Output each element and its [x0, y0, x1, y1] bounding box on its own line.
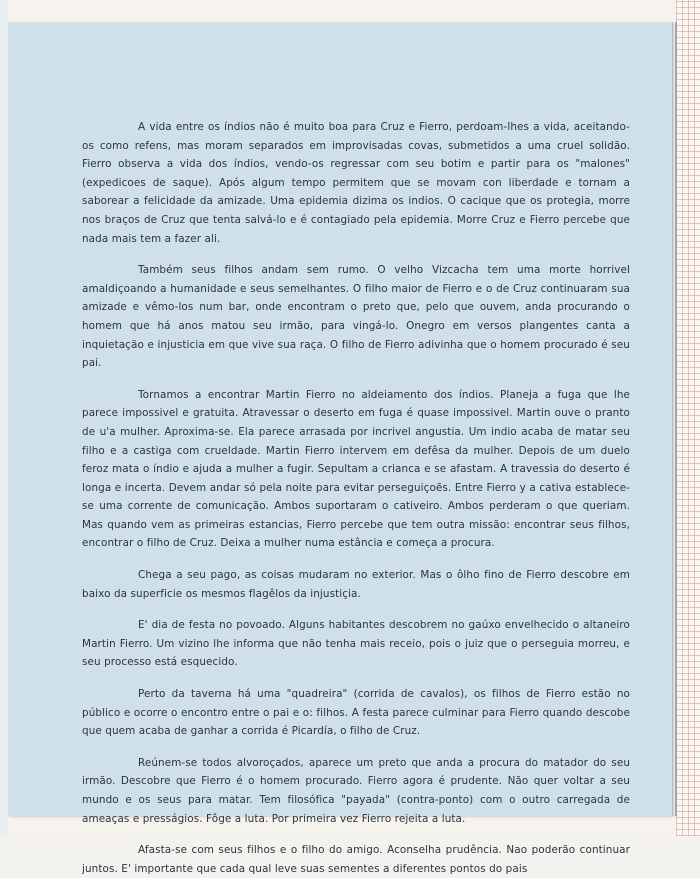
paragraph: Perto da taverna há uma "quadreira" (corrida de cavalos), os filhos de Fierro estão no público e ocorre o encontro entre o pai e o: filhos. A festa parece culminar para Fierro quando descobe que quem acaba de ganhar a corrida é Picardía, o filho de Cruz. [82, 688, 630, 738]
paragraph: A vida entre os índios não é muito boa para Cruz e Fierro, perdoam-lhes a vida, aceitando-os como refens, mas moram separados em improvisadas covas, submetidos a uma cruel solidão. Fierro observa a vida dos índios, vendo-os regressar com seu botim e partir para os "malones" (expedicoes de saque). Após algum tempo permitem que se movam con liberdade e tornam a saborear a felicidade da amizade. Uma epidemia dizima os indios. O cacique que os protegia, morre nos braços de Cruz que tenta salvá-lo e é contagiado pela epidemia. Morre Cruz e Fierro percebe que nada mais tem a fazer ali. [82, 121, 630, 245]
graph-paper-strip [676, 0, 700, 836]
paragraph: Chega a seu pago, as coisas mudaram no exterior. Mas o ôlho fino de Fierro descobre em baixo da superficie os mesmos flagêlos da injustiçia. [82, 569, 630, 600]
document-page [8, 22, 673, 875]
paragraph: Também seus filhos andam sem rumo. O velho Vizcacha tem uma morte horrivel amaldiçoando a humanidade e seus semelhantes. O filho maior de Fierro e o de Cruz continuaram sua amizade e vêmo-los num bar, onde encontram o preto que, pelo que ouvem, anda procurando o homem que há anos matou seu irmão, para vingá-lo. Onegro em versos plangentes canta a inquietação e injusticia em que vive sua raça. O filho de Fierro adivinha que o homem procurado é seu pai. [82, 264, 630, 370]
paragraph: Afasta-se com seus filhos e o filho do amigo. Aconselha prudência. Nao poderão continuar juntos. E' importante que cada qual leve suas sementes a diferentes pontos do pais [82, 844, 630, 875]
left-page-edge [0, 0, 8, 836]
paragraph: Reúnem-se todos alvoroçados, aparece um preto que anda a procura do matador do seu irmão. Descobre que Fierro é o homem procurado. Fierro agora é prudente. Não quer voltar a seu mundo e os seus para matar. Tem filosófica "payada" (contra-ponto) com o outro carregada de ameaças e presságios. Fôge a luta. Por primeira vez Fierro rejeita a luta. [82, 756, 630, 825]
paragraph: Tornamos a encontrar Martin Fierro no aldeiamento dos índios. Planeja a fuga que lhe parece impossivel e gratuita. Atravessar o deserto em fuga é quase impossivel. Martin ouve o pranto de u'a mulher. Aproxima-se. Ela parece arrasada por incrivel angustia. Um indio acaba de matar seu filho e a castiga com crueldade. Martin Fierro intervem em defêsa da mulher. Depois de um duelo feroz mata o índio e ajuda a mulher a fugir. Sepultam a crianca e se afastam. A travessia do deserto é longa e incerta. Devem andar só pela noite para evitar perseguiçoẽs. Entre Fierro y a cativa establece-se uma corrente de comunicação. Ambos suportaram o cativeiro. Ambos perderam o que queriam. Mas quando vem as primeiras estancias, Fierro percebe que tem outra missão: encontrar seus filhos, encontrar o filho de Cruz. Deixa a mulher numa estância e começa a procura. [82, 388, 630, 550]
paragraph: E' dia de festa no povoado. Alguns habitantes descobrem no gaúxo envelhecido o altaneiro Martin Fierro. Um vizino lhe informa que não tenha mais receio, pois o juiz que o perseguia morreu, e seu processo está esquecido. [82, 619, 630, 669]
body-text [82, 118, 630, 878]
page-fold-shadow [675, 22, 677, 816]
